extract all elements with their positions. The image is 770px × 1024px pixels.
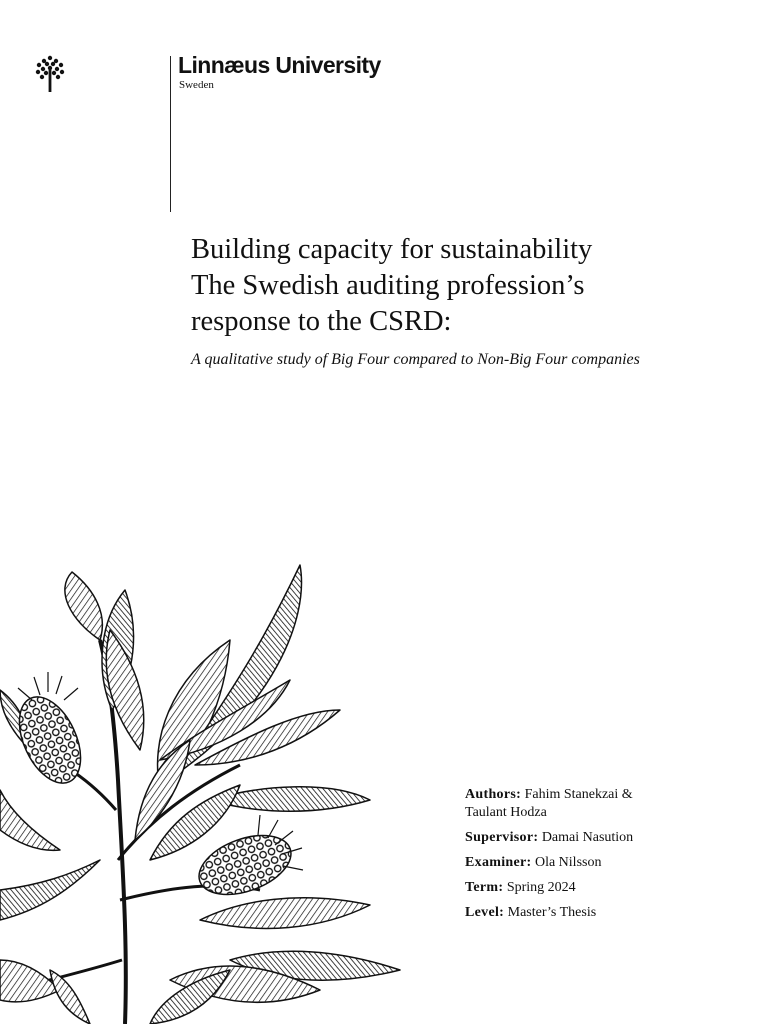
title-line: The Swedish auditing profession’s [191, 270, 585, 301]
level-row [465, 904, 665, 922]
authors-label: Authors: [465, 787, 522, 802]
botanical-illustration [0, 560, 420, 1024]
level-value: Master’s Thesis [507, 905, 597, 920]
thesis-title [191, 232, 751, 340]
term-label: Term: [465, 880, 504, 895]
authors-value: Fahim Stanekzai & Taulant Hodza [465, 787, 633, 820]
supervisor-value: Damai Nasution [541, 830, 634, 845]
tree-logo-icon [34, 54, 66, 92]
logo-divider [170, 56, 171, 212]
level-label: Level: [465, 905, 505, 920]
examiner-row [465, 854, 665, 872]
term-row [465, 879, 665, 897]
term-value: Spring 2024 [506, 880, 576, 895]
university-country: Sweden [179, 79, 214, 91]
thesis-metadata [465, 786, 665, 929]
examiner-value: Ola Nilsson [534, 855, 602, 870]
title-line: Building capacity for sustainability [191, 234, 593, 265]
supervisor-label: Supervisor: [465, 830, 539, 845]
thesis-subtitle: A qualitative study of Big Four compared to Non-Big Four companies [191, 351, 640, 368]
supervisor-row [465, 829, 665, 847]
title-line: response to the CSRD: [191, 306, 452, 337]
authors-row [465, 786, 665, 822]
university-name: Linnæus University [178, 52, 381, 78]
examiner-label: Examiner: [465, 855, 532, 870]
